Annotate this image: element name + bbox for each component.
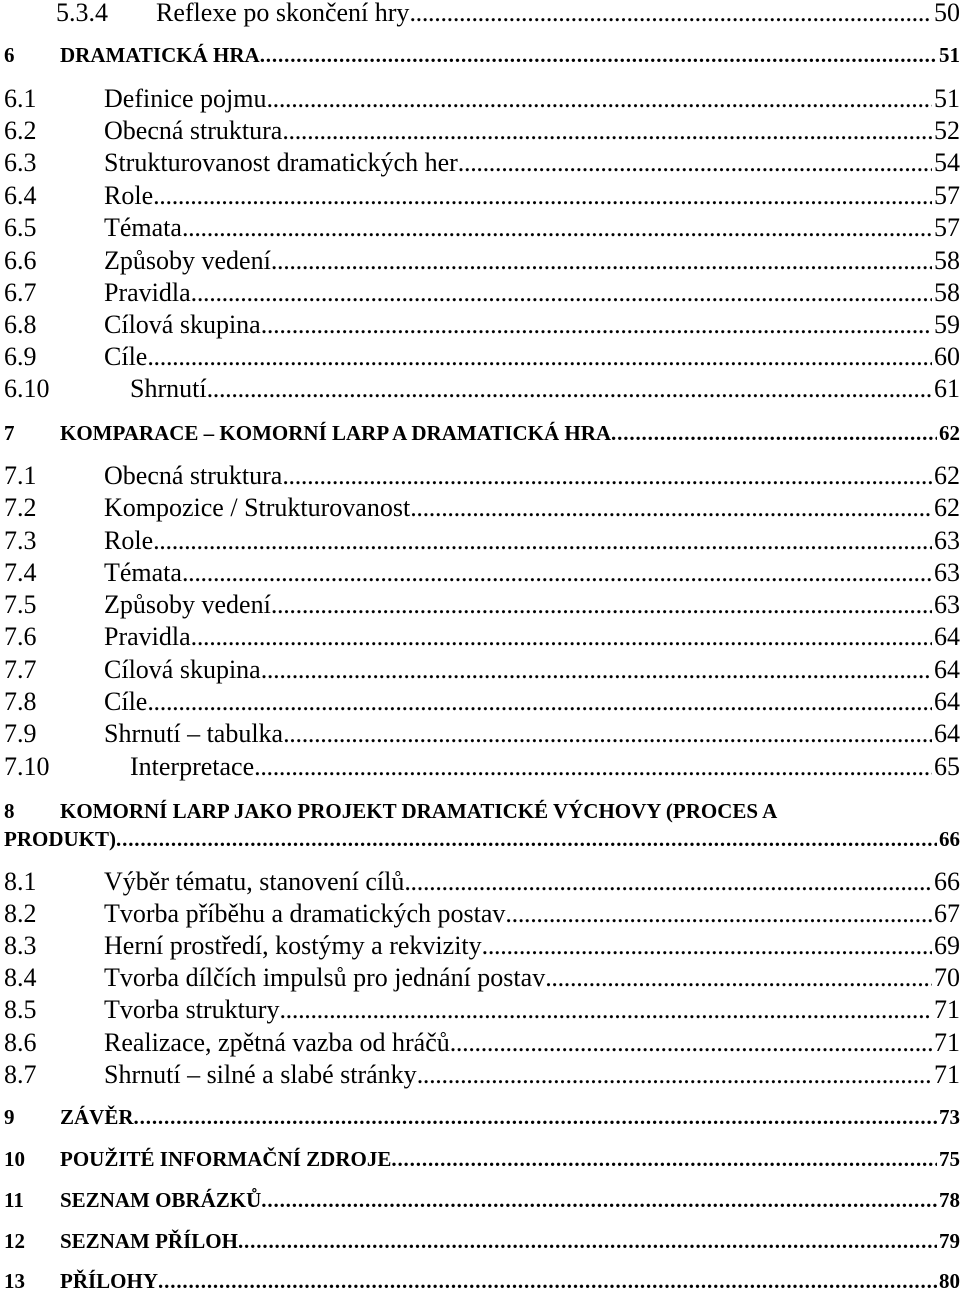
entry-title: Shrnutí – tabulka [104,719,284,748]
entry-title: Tvorba dílčích impulsů pro jednání postav [104,963,546,992]
chapter-page: 62 [939,420,960,445]
entry-title: Cílová skupina [104,310,261,339]
entry-title: Reflexe po skončení hry [156,0,410,27]
chapter-page: 79 [939,1228,960,1253]
toc-entry[interactable] [0,556,960,590]
dot-leader [391,1147,937,1172]
dot-leader [271,246,932,276]
toc-entry[interactable] [0,372,960,406]
dot-leader [482,931,932,961]
entry-number: 6.4 [4,181,37,210]
toc-entry[interactable] [0,1026,960,1060]
entry-page: 64 [934,655,960,684]
dot-leader [116,827,937,852]
toc-chapter[interactable] [0,1142,960,1176]
entry-page: 50 [934,0,960,27]
toc-entry[interactable] [0,993,960,1027]
chapter-title-continuation [0,824,960,854]
entry-number: 7.3 [4,526,37,555]
toc-entry[interactable] [0,276,960,310]
toc-entry[interactable] [0,717,960,751]
entry-number: 8.4 [4,963,37,992]
toc-entry[interactable] [0,865,960,899]
dot-leader [404,867,932,897]
toc-entry[interactable] [0,653,960,687]
dot-leader [261,1188,937,1213]
entry-page: 54 [934,148,960,177]
dot-leader [409,0,932,28]
entry-title: Herní prostředí, kostýmy a rekvizity [104,931,482,960]
entry-title: Strukturovanost dramatických her [104,148,458,177]
entry-number: 5.3.4 [56,0,108,27]
entry-page: 58 [934,278,960,307]
chapter-title: PŘÍLOHY [60,1268,159,1293]
dot-leader [147,687,932,717]
entry-title: Témata [104,213,182,242]
dot-leader [158,1269,937,1294]
toc-entry[interactable] [0,244,960,278]
dot-leader [261,310,932,340]
entry-page: 61 [934,374,960,403]
entry-title: Cíle [104,687,148,716]
entry-number: 6.2 [4,116,37,145]
chapter-title: POUŽITÉ INFORMAČNÍ ZDROJE [60,1146,392,1171]
entry-number: 7.2 [4,493,37,522]
dot-leader [207,374,932,404]
entry-title: Výběr tématu, stanovení cílů [104,867,405,896]
toc-entry[interactable] [0,588,960,622]
toc-entry[interactable] [0,308,960,342]
chapter-page: 73 [939,1104,960,1129]
toc-entry[interactable] [0,524,960,558]
entry-title: Shrnutí [130,374,207,403]
entry-page: 62 [934,461,960,490]
entry-page: 62 [934,493,960,522]
chapter-title: KOMORNÍ LARP JAKO PROJEKT DRAMATICKÉ VÝCHOVY (PROCES A [60,798,778,823]
entry-number: 7.8 [4,687,37,716]
toc-entry[interactable] [0,340,960,374]
entry-title: Role [104,526,154,555]
entry-page: 71 [934,1028,960,1057]
toc-entry[interactable] [0,0,960,30]
entry-page: 70 [934,963,960,992]
dot-leader [254,752,932,782]
entry-title: Způsoby vedení [104,246,271,275]
chapter-number: 7 [4,420,15,445]
entry-number: 8.7 [4,1060,37,1089]
entry-page: 71 [934,995,960,1024]
entry-page: 64 [934,622,960,651]
dot-leader [266,84,932,114]
dot-leader [153,526,932,556]
entry-number: 6.7 [4,278,37,307]
toc-entry[interactable] [0,146,960,180]
toc-entry[interactable] [0,1058,960,1092]
entry-number: 8.3 [4,931,37,960]
entry-title: Interpretace [130,752,255,781]
toc-chapter[interactable] [0,796,960,856]
entry-title: Tvorba příběhu a dramatických postav [104,899,506,928]
dot-leader [410,493,932,523]
dot-leader [191,622,932,652]
dot-leader [283,719,932,749]
chapter-number: 10 [4,1146,25,1171]
entry-page: 63 [934,526,960,555]
toc-entry[interactable] [0,897,960,931]
entry-page: 51 [934,84,960,113]
dot-leader [182,558,932,588]
entry-title: Realizace, zpětná vazba od hráčů [104,1028,450,1057]
chapter-number: 9 [4,1104,15,1129]
entry-number: 6.5 [4,213,37,242]
toc-entry[interactable] [0,750,960,784]
chapter-page: 80 [939,1268,960,1293]
toc-chapter[interactable] [0,416,960,450]
toc-entry[interactable] [0,114,960,148]
entry-page: 71 [934,1060,960,1089]
entry-number: 7.7 [4,655,37,684]
entry-title: Shrnutí – silné a slabé stránky [104,1060,417,1089]
chapter-page: 66 [939,826,960,851]
entry-number: 8.1 [4,867,37,896]
toc-chapter[interactable] [0,1183,960,1217]
entry-page: 60 [934,342,960,371]
dot-leader [182,213,932,243]
toc-entry[interactable] [0,491,960,525]
chapter-title-line [0,796,777,826]
entry-title: Pravidla [104,622,191,651]
dot-leader [191,278,932,308]
entry-number: 6.1 [4,84,37,113]
dot-leader [282,461,932,491]
toc-entry[interactable] [0,929,960,963]
chapter-page: 51 [939,42,960,67]
chapter-title: KOMPARACE – KOMORNÍ LARP A DRAMATICKÁ HRA [60,420,612,445]
entry-title: Kompozice / Strukturovanost [104,493,411,522]
dot-leader [147,342,932,372]
entry-number: 7.1 [4,461,37,490]
entry-number: 6.9 [4,342,37,371]
entry-page: 57 [934,213,960,242]
entry-title: Obecná struktura [104,116,283,145]
dot-leader [611,421,937,446]
entry-title: Témata [104,558,182,587]
dot-leader [545,963,932,993]
entry-number: 7.10 [4,752,50,781]
entry-page: 58 [934,246,960,275]
entry-title: Definice pojmu [104,84,267,113]
entry-number: 8.2 [4,899,37,928]
chapter-title: SEZNAM PŘÍLOH [60,1228,238,1253]
entry-number: 7.6 [4,622,37,651]
entry-title: Role [104,181,154,210]
entry-page: 67 [934,899,960,928]
entry-page: 64 [934,719,960,748]
entry-page: 63 [934,558,960,587]
toc-chapter[interactable] [0,1264,960,1298]
toc-entry[interactable] [0,179,960,213]
entry-number: 6.3 [4,148,37,177]
dot-leader [261,655,932,685]
dot-leader [134,1105,937,1130]
chapter-number: 12 [4,1228,25,1253]
dot-leader [417,1060,932,1090]
toc-entry[interactable] [0,961,960,995]
entry-title: Způsoby vedení [104,590,271,619]
chapter-page: 78 [939,1187,960,1212]
toc-chapter[interactable] [0,38,960,72]
entry-title: Cílová skupina [104,655,261,684]
entry-number: 6.8 [4,310,37,339]
entry-title: Pravidla [104,278,191,307]
chapter-title-cont: PRODUKT) [4,826,116,851]
dot-leader [458,148,932,178]
entry-number: 7.5 [4,590,37,619]
chapter-number: 11 [4,1187,24,1212]
dot-leader [238,1229,937,1254]
toc-entry[interactable] [0,685,960,719]
dot-leader [153,181,932,211]
toc-entry[interactable] [0,211,960,245]
entry-number: 8.5 [4,995,37,1024]
dot-leader [271,590,932,620]
entry-number: 7.4 [4,558,37,587]
entry-title: Cíle [104,342,148,371]
toc-chapter[interactable] [0,1100,960,1134]
dot-leader [282,116,932,146]
entry-number: 7.9 [4,719,37,748]
entry-page: 64 [934,687,960,716]
chapter-number: 13 [4,1268,25,1293]
entry-page: 65 [934,752,960,781]
chapter-title: ZÁVĚR [60,1104,134,1129]
entry-title: Tvorba struktury [104,995,280,1024]
entry-page: 69 [934,931,960,960]
toc-entry[interactable] [0,620,960,654]
toc-chapter[interactable] [0,1224,960,1258]
chapter-title: SEZNAM OBRÁZKŮ [60,1187,262,1212]
toc-entry[interactable] [0,82,960,116]
entry-page: 59 [934,310,960,339]
entry-page: 63 [934,590,960,619]
dot-leader [505,899,932,929]
dot-leader [260,43,937,68]
entry-number: 8.6 [4,1028,37,1057]
chapter-number: 8 [4,798,15,823]
toc-entry[interactable] [0,459,960,493]
dot-leader [279,995,932,1025]
entry-page: 66 [934,867,960,896]
entry-page: 57 [934,181,960,210]
chapter-title: DRAMATICKÁ HRA [60,42,260,67]
dot-leader [450,1028,932,1058]
chapter-number: 6 [4,42,15,67]
entry-number: 6.10 [4,374,50,403]
entry-title: Obecná struktura [104,461,283,490]
entry-number: 6.6 [4,246,37,275]
chapter-page: 75 [939,1146,960,1171]
entry-page: 52 [934,116,960,145]
